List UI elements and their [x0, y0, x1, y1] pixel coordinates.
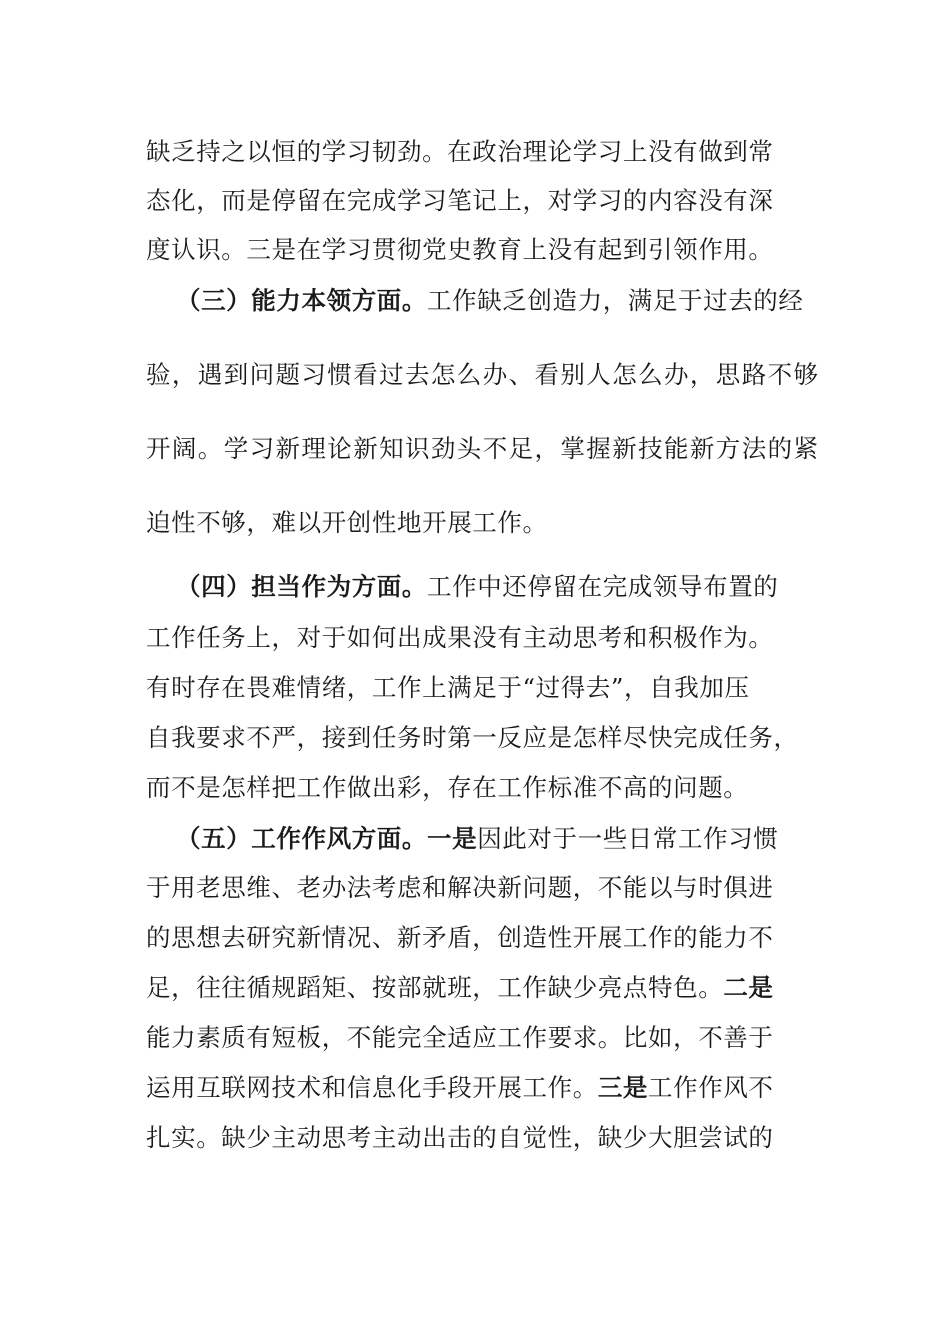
text-line: [146, 673, 750, 703]
text-run: 工作作风不: [648, 1073, 774, 1102]
section-heading: （三）能力本领方面。: [176, 286, 427, 315]
text-run: 足，往往循规蹈矩、按部就班，工作缺少亮点特色。: [146, 973, 724, 1002]
text-line: [146, 434, 819, 464]
text-line: [146, 773, 748, 803]
text-run: 开阔。学习新理论新知识劲头不足，掌握新技能新方法的紧: [146, 434, 820, 463]
text-run: 度认识。三是在学习贯彻党史教育上没有起到引领作用。: [146, 235, 774, 264]
text-run: 因此对于一些日常工作习惯: [477, 824, 779, 853]
text-run: 运用互联网技术和信息化手段开展工作。: [146, 1073, 598, 1102]
text-line: [176, 286, 804, 316]
text-line: [146, 873, 774, 903]
text-line: [146, 973, 774, 1003]
text-run: 扎实。缺少主动思考主动出击的自觉性，缺少大胆尝试的: [146, 1123, 774, 1152]
text-line: [146, 1023, 774, 1053]
section-heading: （四）担当作为方面。: [176, 572, 427, 601]
text-run: 工作中还停留在完成领导布置的: [427, 572, 779, 601]
text-run: 而不是怎样把工作做出彩，存在工作标准不高的问题。: [146, 773, 749, 802]
text-run: 验，遇到问题习惯看过去怎么办、看别人怎么办，思路不够: [146, 360, 820, 389]
text-line: [146, 1123, 774, 1153]
text-run: 有时存在畏难情绪，工作上满足于“过得去”，自我加压: [146, 673, 750, 702]
text-line: [146, 186, 774, 216]
text-line: [146, 235, 774, 265]
text-line: [146, 137, 774, 167]
emphasis-run: 三是: [597, 1073, 649, 1102]
text-run: 态化，而是停留在完成学习笔记上，对学习的内容没有深: [146, 186, 774, 215]
text-run: 工作任务上，对于如何出成果没有主动思考和积极作为。: [146, 623, 774, 652]
text-run: 迫性不够，难以开创性地开展工作。: [146, 508, 548, 537]
text-line: [176, 824, 778, 854]
text-run: 缺乏持之以恒的学习韧劲。在政治理论学习上没有做到常: [146, 137, 774, 166]
text-line: [176, 572, 778, 602]
text-line: [146, 723, 799, 753]
text-line: [146, 923, 774, 953]
text-run: 能力素质有短板，不能完全适应工作要求。比如，不善于: [146, 1023, 774, 1052]
text-run: 的思想去研究新情况、新矛盾，创造性开展工作的能力不: [146, 923, 774, 952]
text-line: [146, 508, 548, 538]
text-run: 于用老思维、老办法考虑和解决新问题，不能以与时俱进: [146, 873, 774, 902]
text-run: 自我要求不严，接到任务时第一反应是怎样尽快完成任务，: [146, 723, 799, 752]
text-line: [146, 1073, 774, 1103]
text-line: [146, 360, 819, 390]
text-run: 工作缺乏创造力，满足于过去的经: [427, 286, 804, 315]
text-line: [146, 623, 774, 653]
section-heading: （五）工作作风方面。一是: [176, 824, 478, 853]
emphasis-run: 二是: [723, 973, 774, 1002]
